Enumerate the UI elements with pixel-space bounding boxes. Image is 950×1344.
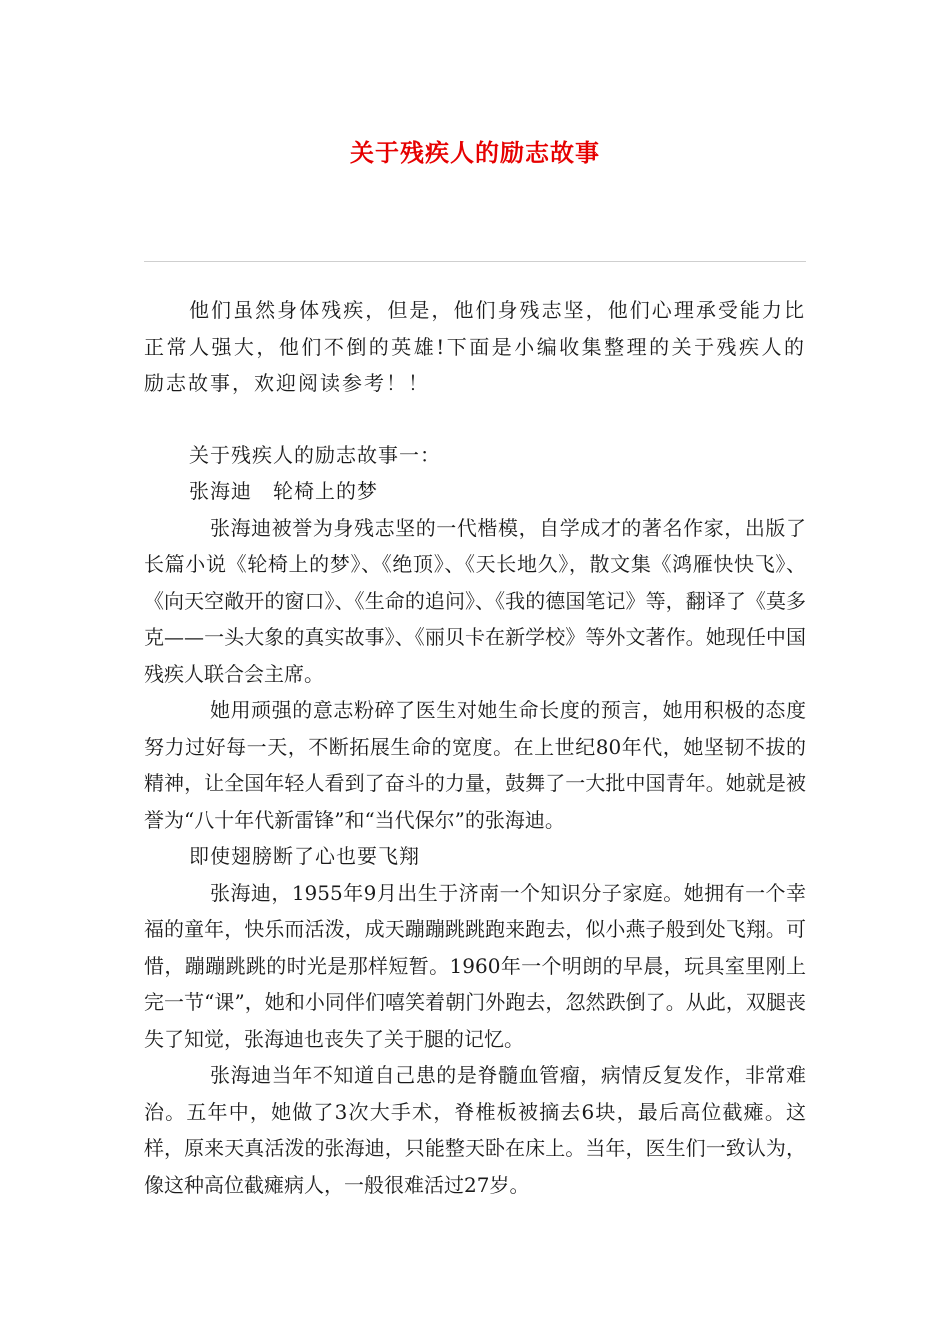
story-title: 张海迪 轮椅上的梦	[189, 479, 378, 503]
document-body	[144, 292, 806, 1203]
body-paragraph-2: 她用顽强的意志粉碎了医生对她生命长度的预言，她用积极的态度努力过好每一天，不断拓展生命的宽度。在上世纪80年代，她坚韧不拔的精神，让全国年轻人看到了奋斗的力量，鼓舞了一大批中国青年。她就是被誉为“八十年代新雷锋”和“当代保尔”的张海迪。	[144, 698, 806, 832]
body-paragraph-4: 张海迪当年不知道自己患的是脊髓血管瘤，病情反复发作，非常难治。五年中，她做了3次大手术，脊椎板被摘去6块，最后高位截瘫。这样，原来天真活泼的张海迪，只能整天卧在床上。当年，医生们一致认为，像这种高位截瘫病人，一般很难活过27岁。	[144, 1063, 806, 1197]
section-title: 关于残疾人的励志故事一：	[189, 442, 441, 467]
document-title: 关于残疾人的励志故事	[350, 139, 600, 167]
paragraph-gap	[144, 402, 806, 437]
title-divider	[144, 261, 806, 262]
body-paragraph-3: 张海迪，1955年9月出生于济南一个知识分子家庭。她拥有一个幸福的童年，快乐而活泼，成天蹦蹦跳跳跑来跑去，似小燕子般到处飞翔。可惜，蹦蹦跳跳的时光是那样短暂。1960年一个明朗的早晨，玩具室里刚上完一节“课”，她和小同伴们嘻笑着朝门外跑去，忽然跌倒了。从此，双腿丧失了知觉，张海迪也丧失了关于腿的记忆。	[144, 880, 806, 1051]
sub-heading: 即使翅膀断了心也要飞翔	[189, 844, 420, 868]
body-paragraph-1: 张海迪被誉为身残志坚的一代楷模，自学成才的著名作家，出版了长篇小说《轮椅上的梦》、《绝顶》、《天长地久》，散文集《鸿雁快快飞》、《向天空敞开的窗口》、《生命的追问》、《我的德国笔记》等，翻译了《莫多克——一头大象的真实故事》、《丽贝卡在新学校》等外文著作。她现任中国残疾人联合会主席。	[144, 515, 806, 686]
intro-paragraph: 他们虽然身体残疾，但是，他们身残志坚，他们心理承受能力比正常人强大，他们不倒的英雄!下面是小编收集整理的关于残疾人的励志故事，欢迎阅读参考！！	[144, 298, 806, 395]
